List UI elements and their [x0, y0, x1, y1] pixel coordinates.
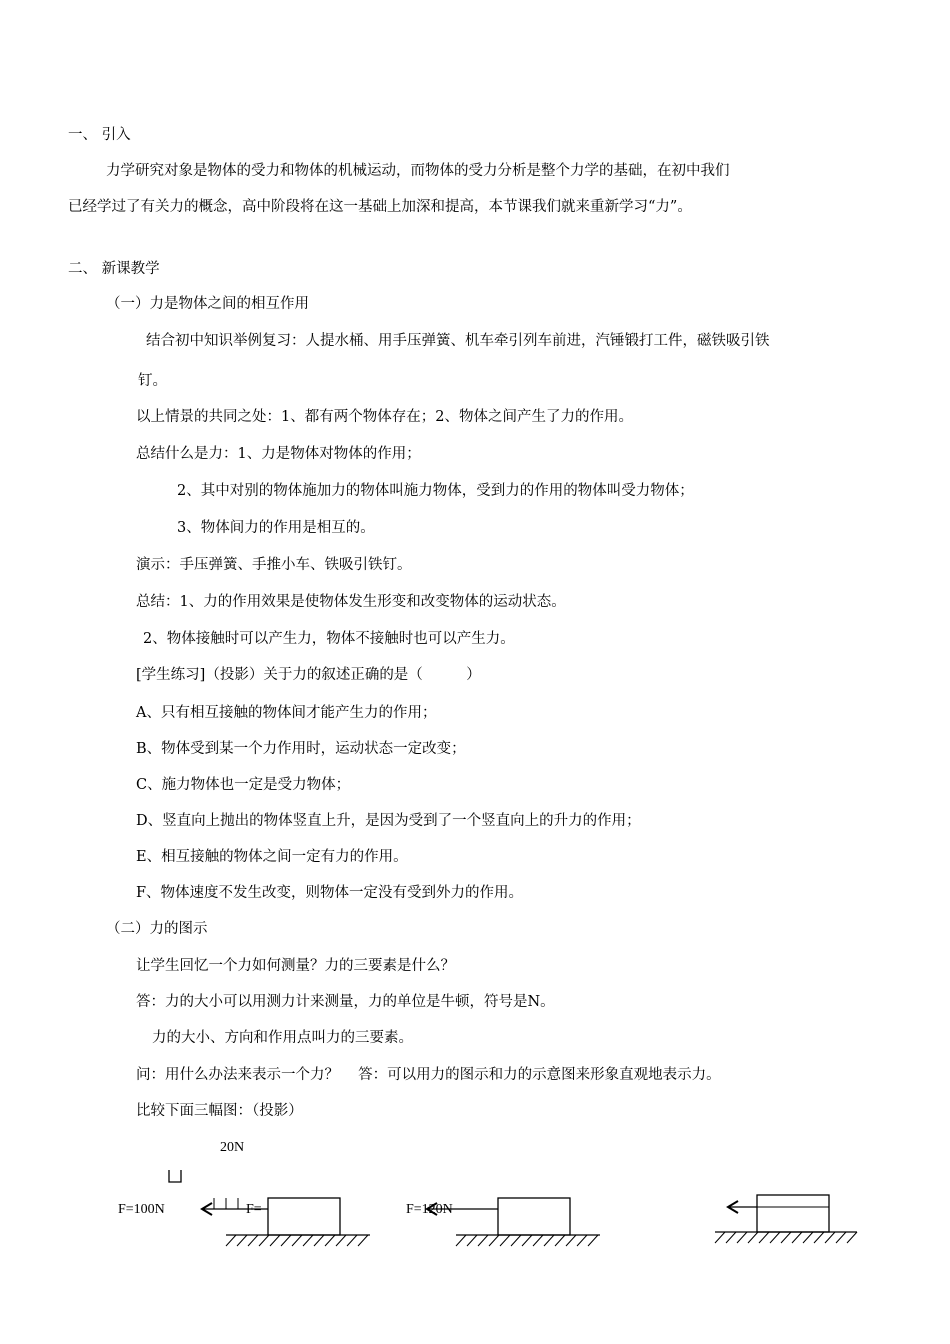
figure-2-arrowhead: [427, 1203, 437, 1215]
summary-line-3: 3、物体间力的作用是相互的。: [177, 520, 375, 536]
conclusion-line-2: 2、物体接触时可以产生力，物体不接触时也可以产生力。: [143, 631, 515, 647]
figure-3-block: [757, 1195, 829, 1232]
figure-1-force-diagram: [118, 1140, 370, 1246]
answer-line-1: 答：力的大小可以用测力计来测量，力的单位是牛顿，符号是N。: [136, 994, 555, 1010]
section-heading-new-lesson: 二、 新课教学: [68, 261, 160, 277]
figure-3-arrowhead: [728, 1201, 738, 1213]
scale-label: 20N: [220, 1140, 245, 1155]
figure-3-force-schematic: [715, 1195, 857, 1243]
figure-1-force-label: F=100N: [118, 1202, 165, 1217]
hatch-line: [358, 1235, 368, 1246]
intro-paragraph-line-2: 已经学过了有关力的概念，高中阶段将在这一基础上加深和提高，本节课我们就来重新学习“力”。: [68, 199, 692, 215]
hatch-line: [566, 1235, 576, 1246]
hatch-line: [588, 1235, 598, 1246]
hatch-line: [803, 1232, 813, 1243]
figure-1-arrowhead: [202, 1203, 212, 1215]
common-points: 以上情景的共同之处：1、都有两个物体存在；2、物体之间产生了力的作用。: [136, 409, 633, 425]
hatch-line: [814, 1232, 824, 1243]
hatch-line: [248, 1235, 258, 1246]
hatch-line: [781, 1232, 791, 1243]
subsection-heading-interaction: （一）力是物体之间的相互作用: [106, 296, 309, 312]
hatch-line: [467, 1235, 477, 1246]
section-heading-intro: 一、 引入: [68, 127, 131, 143]
demo-line: 演示：手压弹簧、手推小车、铁吸引铁钉。: [136, 557, 412, 573]
hatch-line: [715, 1232, 725, 1243]
figure-1-block: [268, 1198, 340, 1235]
exercise-question: [学生练习]（投影）关于力的叙述正确的是（ ）: [136, 667, 481, 683]
hatch-line: [511, 1235, 521, 1246]
figure-2-ground-hatching: [456, 1235, 598, 1246]
summary-line-2: 2、其中对别的物体施加力的物体叫施力物体，受到力的作用的物体叫受力物体；: [177, 483, 694, 499]
hatch-line: [770, 1232, 780, 1243]
figure-2-force-diagram: [406, 1198, 600, 1246]
hatch-line: [737, 1232, 747, 1243]
hatch-line: [533, 1235, 543, 1246]
question-and-answer-line: 问：用什么办法来表示一个力？ 答：可以用力的图示和力的示意图来形象直观地表示力。: [136, 1067, 721, 1083]
option-d: D、竖直向上抛出的物体竖直上升，是因为受到了一个竖直向上的升力的作用；: [136, 813, 641, 829]
hatch-line: [792, 1232, 802, 1243]
summary-line-1: 总结什么是力：1、力是物体对物体的作用；: [136, 446, 421, 462]
answer-line-2: 力的大小、方向和作用点叫力的三要素。: [152, 1030, 413, 1046]
hatch-line: [336, 1235, 346, 1246]
hatch-line: [259, 1235, 269, 1246]
intro-paragraph-line-1: 力学研究对象是物体的受力和物体的机械运动，而物体的受力分析是整个力学的基础，在初中我们: [106, 163, 730, 179]
option-b: B、物体受到某一个力作用时，运动状态一定改变；: [136, 741, 466, 757]
hatch-line: [292, 1235, 302, 1246]
review-line-1: 结合初中知识举例复习：人提水桶、用手压弹簧、机车牵引列车前进，汽锤锻打工件，磁铁吸引铁: [146, 333, 770, 349]
hatch-line: [314, 1235, 324, 1246]
hatch-line: [270, 1235, 280, 1246]
option-f: F、物体速度不发生改变，则物体一定没有受到外力的作用。: [136, 885, 524, 901]
review-line-2: 钉。: [138, 373, 167, 389]
recall-question: 让学生回忆一个力如何测量？力的三要素是什么？: [136, 958, 455, 974]
hatch-line: [836, 1232, 846, 1243]
hatch-line: [281, 1235, 291, 1246]
hatch-line: [555, 1235, 565, 1246]
option-a: A、只有相互接触的物体间才能产生力的作用；: [136, 705, 437, 721]
hatch-line: [748, 1232, 758, 1243]
scale-bracket: [169, 1170, 181, 1182]
option-e: E、相互接触的物体之间一定有力的作用。: [136, 849, 408, 865]
figure-1-overlap-label: F=: [246, 1202, 262, 1217]
compare-line: 比较下面三幅图：（投影）: [136, 1103, 303, 1119]
hatch-line: [489, 1235, 499, 1246]
hatch-line: [237, 1235, 247, 1246]
conclusion-line-1: 总结：1、力的作用效果是使物体发生形变和改变物体的运动状态。: [136, 594, 566, 610]
figure-2-block: [498, 1198, 570, 1235]
hatch-line: [577, 1235, 587, 1246]
hatch-line: [726, 1232, 736, 1243]
hatch-line: [522, 1235, 532, 1246]
hatch-line: [544, 1235, 554, 1246]
hatch-line: [226, 1235, 236, 1246]
hatch-line: [759, 1232, 769, 1243]
figure-3-ground-hatching: [715, 1232, 857, 1243]
subsection-heading-force-diagram: （二）力的图示: [106, 921, 208, 937]
hatch-line: [847, 1232, 857, 1243]
hatch-line: [825, 1232, 835, 1243]
option-c: C、施力物体也一定是受力物体；: [136, 777, 351, 793]
hatch-line: [325, 1235, 335, 1246]
hatch-line: [347, 1235, 357, 1246]
hatch-line: [478, 1235, 488, 1246]
hatch-line: [456, 1235, 466, 1246]
figure-1-ground-hatching: [226, 1235, 368, 1246]
figure-2-force-label: F=120N: [406, 1202, 453, 1217]
hatch-line: [500, 1235, 510, 1246]
hatch-line: [303, 1235, 313, 1246]
